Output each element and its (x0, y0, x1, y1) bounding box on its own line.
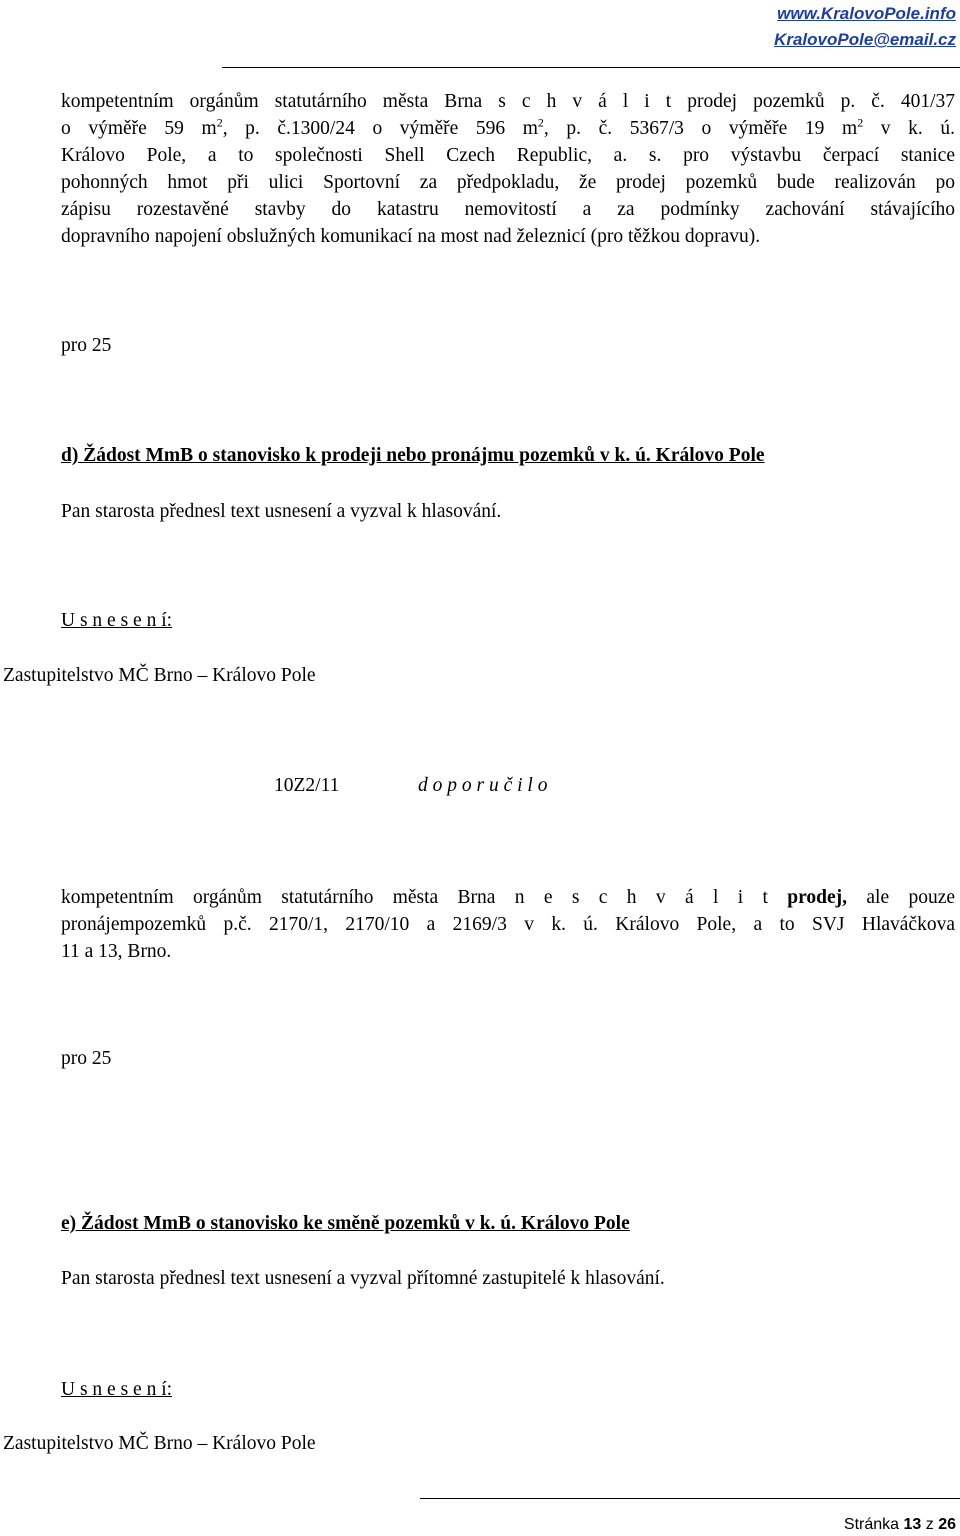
paragraph-line: pohonných hmot při ulici Sportovní za předpokladu, že prodej pozemků bude realizován po (61, 172, 955, 193)
paragraph-line: kompetentním orgánům statutárního města Brna n e s c h v á l i t prodej, ale pouze (61, 887, 956, 908)
email-link[interactable]: KralovoPole@email.cz (774, 30, 956, 49)
paragraph-line: dopravního napojení obslužných komunikací na most nad železnicí (pro těžkou dopravu). (61, 226, 761, 247)
footer-divider (420, 1498, 960, 1499)
resolution-verb: d o p o r u č i l o (418, 775, 548, 796)
section-e-heading: e) Žádost MmB o stanovisko ke směně pozemků v k. ú. Královo Pole (61, 1213, 630, 1234)
paragraph-line: Královo Pole, a to společnosti Shell Czech Republic, a. s. pro výstavbu čerpací stanice (61, 145, 955, 166)
paragraph-line: o výměře 59 $m^2$, p. č.1300/24 o výměře 596 $m^2$, p. č. 5367/3 o výměře 19 $m^2$ v k. ú. (61, 115, 956, 139)
paragraph-line: kompetentním orgánům statutárního města Brna s c h v á l i t prodej pozemků p. č. 401/37 (61, 91, 956, 112)
council-name: Zastupitelstvo MČ Brno – Královo Pole (3, 665, 316, 686)
page-number: Stránka 13 z 26 (843, 1516, 956, 1533)
paragraph-line: zápisu rozestavěné stavby do katastru nemovitostí a za podmínky zachování stávajícího (61, 199, 955, 220)
section-e-intro: Pan starosta přednesl text usnesení a vyzval přítomné zastupitelé k hlasování. (61, 1268, 665, 1289)
paragraph-line: 11 a 13, Brno. (61, 941, 172, 962)
resolution-text-block-1 (61, 88, 955, 250)
paragraph-line: pronájempozemků p.č. 2170/1, 2170/10 a 2169/3 v k. ú. Královo Pole, a to SVJ Hlaváčkova (61, 914, 955, 935)
vote-result: pro 25 (61, 335, 112, 356)
section-d-heading: d) Žádost MmB o stanovisko k prodeji nebo pronájmu pozemků v k. ú. Královo Pole (61, 445, 765, 466)
resolution-number: 10Z2/11 (274, 775, 340, 796)
resolution-text-block-2 (61, 884, 955, 965)
usneseni-label: U s n e s e n í: (61, 610, 173, 631)
vote-result: pro 25 (61, 1048, 112, 1069)
header-divider (222, 67, 960, 68)
council-name: Zastupitelstvo MČ Brno – Královo Pole (3, 1433, 316, 1454)
section-d-intro: Pan starosta přednesl text usnesení a vyzval k hlasování. (61, 501, 502, 522)
website-link[interactable]: www.KralovoPole.info (777, 4, 956, 23)
usneseni-label: U s n e s e n í: (61, 1379, 173, 1400)
